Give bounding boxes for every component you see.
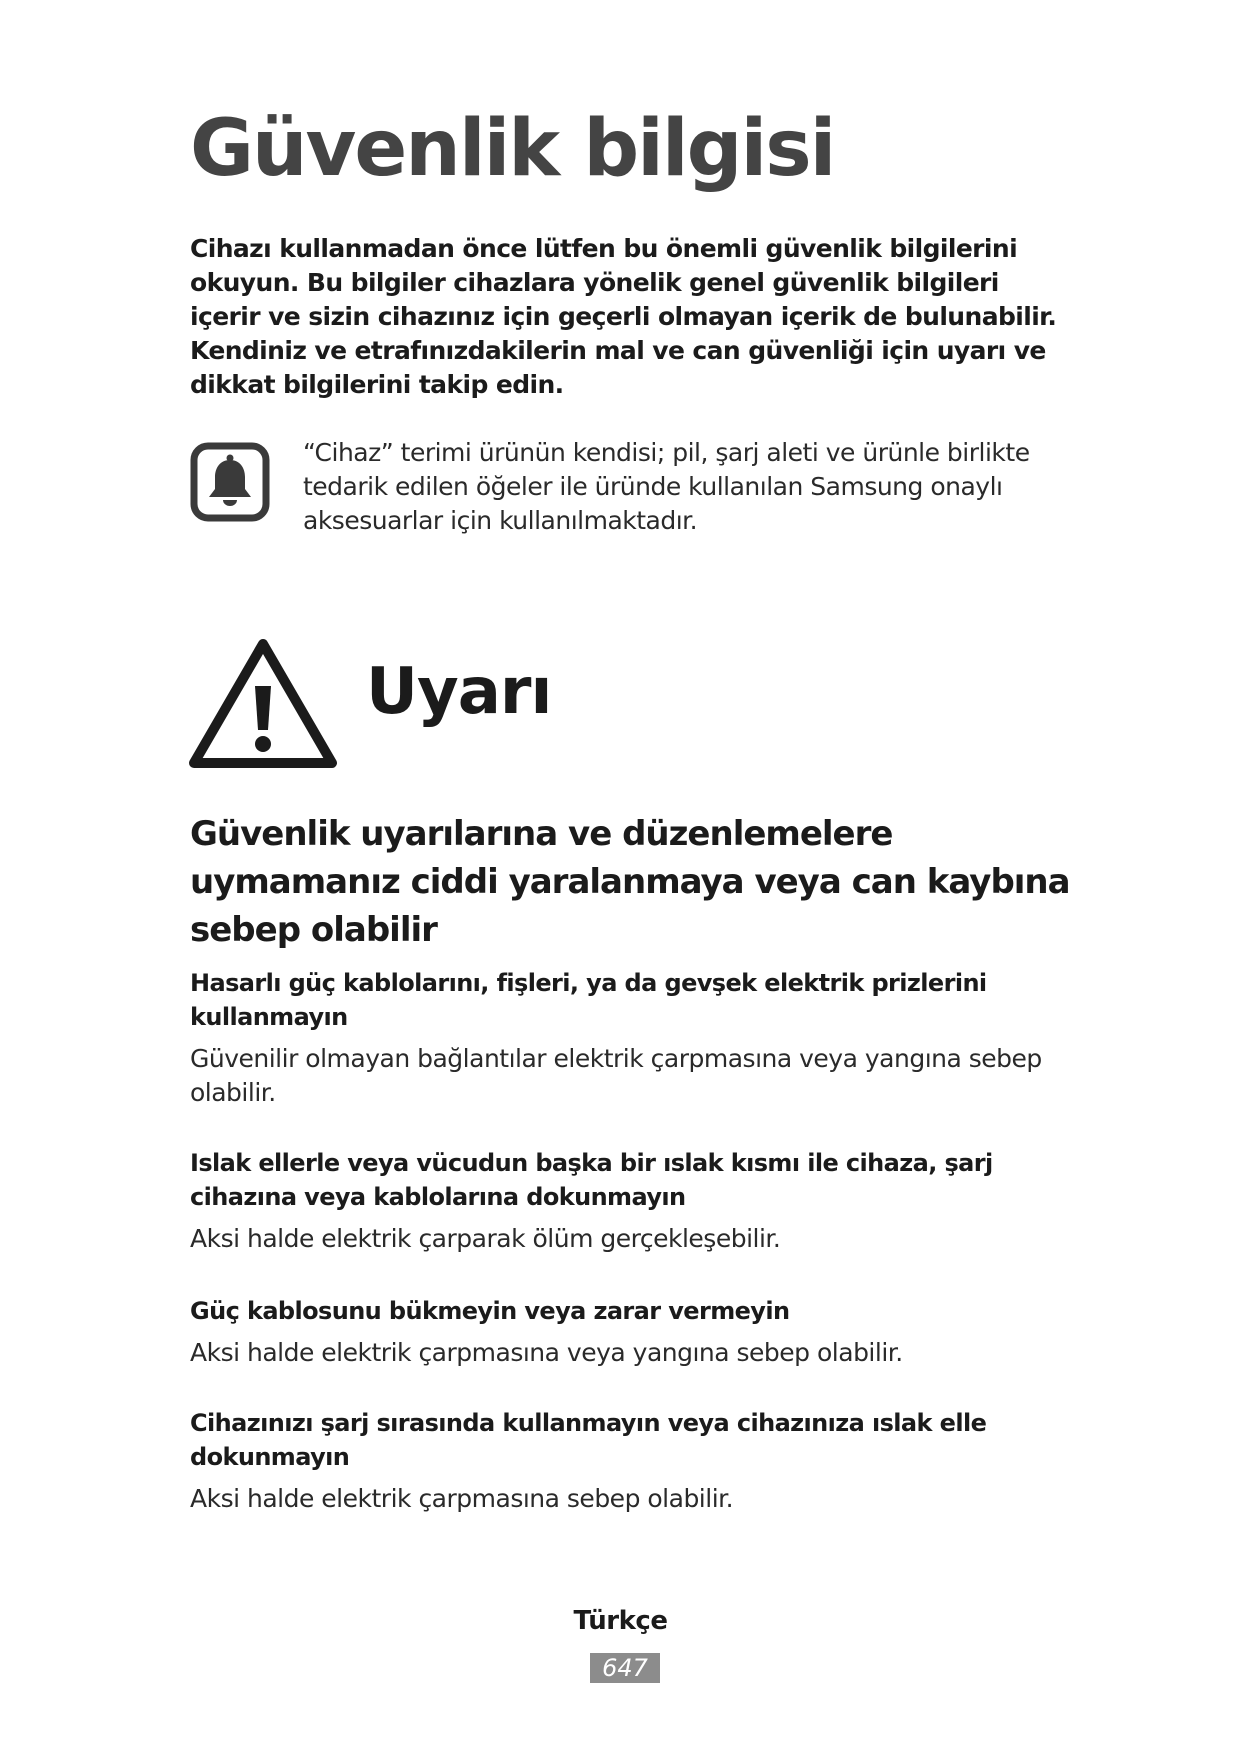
intro-paragraph: Cihazı kullanmadan önce lütfen bu önemli güvenlik bilgilerini okuyun. Bu bilgiler cihazlara yönelik genel güvenlik bilgileri içerir ve sizin cihazınız için geçerli olmayan içerik de bulunabilir. Kendiniz ve etrafınızdakilerin mal ve can güvenliği için uyarı ve dikkat bilgilerini takip edin. xyxy=(190,234,1057,399)
page-title: Güvenlik bilgisi xyxy=(190,104,835,194)
warning-title: Uyarı xyxy=(366,655,552,729)
item-body: Aksi halde elektrik çarpmasına veya yangına sebep olabilir. xyxy=(190,1338,903,1367)
item-body: Güvenilir olmayan bağlantılar elektrik çarpmasına veya yangına sebep olabilir. xyxy=(190,1044,1042,1107)
item-heading: Güç kablosunu bükmeyin veya zarar vermeyin xyxy=(190,1297,790,1325)
item-body: Aksi halde elektrik çarparak ölüm gerçekleşebilir. xyxy=(190,1224,781,1253)
section-title: Güvenlik uyarılarına ve düzenlemelere uymamanız ciddi yaralanmaya veya can kaybına sebep olabilir xyxy=(190,814,1070,950)
item-heading: Hasarlı güç kablolarını, fişleri, ya da gevşek elektrik prizlerini kullanmayın xyxy=(190,969,987,1031)
note-text: “Cihaz” terimi ürünün kendisi; pil, şarj aleti ve ürünle birlikte tedarik edilen öğeler ile üründe kullanılan Samsung onaylı aksesuarlar için kullanılmaktadır. xyxy=(303,438,1030,535)
safety-item xyxy=(190,966,1070,1110)
safety-item xyxy=(190,1146,1070,1256)
page-number: 647 xyxy=(590,1653,660,1683)
item-heading: Cihazınızı şarj sırasında kullanmayın veya cihazınıza ıslak elle dokunmayın xyxy=(190,1409,987,1471)
warning-triangle-icon xyxy=(188,636,338,770)
item-body: Aksi halde elektrik çarpmasına sebep olabilir. xyxy=(190,1484,734,1513)
bell-note-icon xyxy=(190,442,270,522)
footer-language: Türkçe xyxy=(573,1606,668,1636)
item-heading: Islak ellerle veya vücudun başka bir ıslak kısmı ile cihaza, şarj cihazına veya kablolarına dokunmayın xyxy=(190,1149,993,1211)
safety-item xyxy=(190,1406,1070,1516)
safety-item xyxy=(190,1294,1070,1370)
